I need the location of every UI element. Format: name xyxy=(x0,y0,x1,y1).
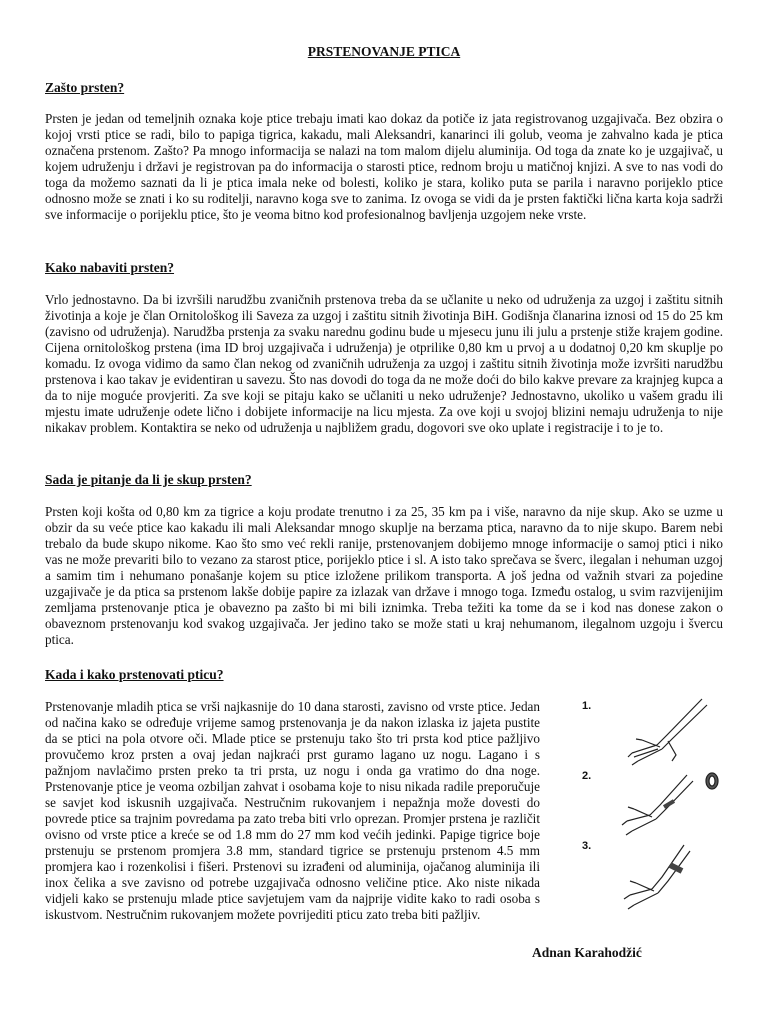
section-heading-how-to-get: Kako nabaviti prsten? xyxy=(45,260,175,275)
step-number-1: 1. xyxy=(582,700,592,712)
ringing-steps-icon xyxy=(572,695,732,935)
step-number-3: 3. xyxy=(582,840,592,852)
bird-leg-ringing-illustration xyxy=(572,695,732,935)
leg-step-2-icon xyxy=(622,773,718,835)
step-number-2: 2. xyxy=(582,770,592,782)
section-body-how-to-get: Vrlo jednostavno. Da bi izvršili narudžbu zvaničnih prstenova treba da se učlanite u neko od udruženja za uzgoj i zaštitu sitnih životinja a koje je član Ornitološkog ili Saveza za uzgoj i zaštitu sitnih životinja BiH. Godišnja članarina iznosi od 15 do 25 km (zavisno od udruženja). Narudžba prstenja za svaku narednu godinu bude u mjesecu junu ili julu a prstenje stiže krajem godine. Cijena ornitološkog prstena (ima ID broj uzgajivača i udruženja) je otprilike 0,80 km u prvoj a u dodatnoj 0,20 km skuplje po komadu. Iz ovoga vidimo da samo član nekog od zvaničnih udruženja za uzgoj i zaštitu sitnih životinja može izvršiti narudžbu prstenova i kao takav je evidentiran u savezu. Što nas dovodi do toga da ne može doći do bilo kakve prevare za krajnjeg kupca a da to nije moguće provjeriti. Za sve koji se pitaju kako se učlaniti u neko udruženje? Jednostavno, ukoliko u vašem gradu ili mjestu imate udruženje odete lično i dobijete informacije na licu mjesta. Za ove koji u svojoj blizini nemaju udruženja to nije nikakav problem. Kontaktira se neko od udruženja u najbližem gradu, dogovori sve oko uplate i registracije i to je to. xyxy=(45,292,723,435)
page-title: PRSTENOVANJE PTICA xyxy=(307,44,461,59)
leg-step-1-icon xyxy=(628,699,707,765)
leg-step-3-icon xyxy=(624,845,690,909)
author-signature: Adnan Karahodžić xyxy=(532,945,642,960)
section-body-why-ring: Prsten je jedan od temeljnih oznaka koje ptice trebaju imati kao dokaz da potiče iz jata registrovanog uzgajivača. Bez obzira o kojoj vrsti ptice se radi, bilo to papiga tigrica, kakadu, mali Aleksandri, kanarinci ili golub, veoma je zahvalno kada je ptica označena prstenom. Zašto? Pa mnogo informacija se nalazi na tom malom dijelu aluminija. Od toga da znate ko je uzgajivač, u kojem udruženju i državi je registrovan pa do informacija o starosti ptice, rednom broju u matičnoj knjizi. A sve to nas vodi do toga da možemo saznati da li je ptica imala neke od bolesti, koliko je stara, koliko puta se parila i naravno porijeklo ptice odnosno može se znati i ko su roditelji, naravno koga sve to zanima. Iz ovoga se vidi da je prsten faktički lična karta koja sadrži sve informacije o porijeklu ptice, što je veoma bitno kod profesionalnog bavljenja uzgojem neke vrste. xyxy=(45,111,723,222)
section-heading-why-ring: Zašto prsten? xyxy=(45,80,125,95)
section-heading-when-how: Kada i kako prstenovati pticu? xyxy=(45,667,224,682)
section-heading-is-it-expensive: Sada je pitanje da li je skup prsten? xyxy=(45,472,252,487)
section-body-is-it-expensive: Prsten koji košta od 0,80 km za tigrice a koju prodate trenutno i za 25, 35 km pa i više, naravno da nije skup. Ako se uzme u obzir da su veće ptice kao kakadu ili mali Aleksandar mnogo skuplje na berzama ptica, naravno da to nije skupo. Barem nebi trebalo da bude skupo nikome. Kao što smo već rekli ranije, prstenovanjem dobijemo mnoge informacije o samoj ptici i niko vas ne može prevariti bilo to vezano za starost ptice, porijeklo ptice i sl. A isto tako sprečava se šverc, ilegalan i nehuman uzgoj a samim tim i nehumano ponašanje kojem su ptice izložene prilikom transporta. A još jedna od važnih stvari za pojedine uzgajivače je da ptica sa prstenom lakše dobije papire za izlazak van države i mnogo toga. Između ostalog, u svim razvijenijim zemljama prstenovanje ptica je obavezno pa zašto bi mi bili iznimka. Treba težiti ka tome da se i kod nas donese zakon o obaveznom prstenovanju kod svakog uzgajivača. Jer jedino tako se može stati u kraj nehumanom, ilegalnom uzgoju i švercu ptica. xyxy=(45,504,723,647)
section-body-when-how: Prstenovanje mladih ptica se vrši najkasnije do 10 dana starosti, zavisno od vrste ptice. Jedan od načina kako se određuje vrijeme samog prstenovanja je da nakon izlaska iz jajeta pustite da se ptici na pola otvore oči. Mlade ptice se prstenuju tako što tri prsta kod ptice pažljivo provučemo kroz prsten a ovaj jedan najkraći prst guramo lagano uz nogu. Lagano i s pažnjom navlačimo prsten preko ta tri prsta, uz nogu i onda ga vratimo do dna noge. Prstenovanje ptice je veoma ozbiljan zahvat i osobama koje to nisu nikada radile preporučuje se savjet kod iskusnih uzgajivača. Nestručnim rukovanjem i nepažnja može dovesti do povrede ptice sa trajnim povredama pa zato treba biti vrlo oprezan. Promjer prstena je različit ovisno od vrste ptice a kreće se od 1.8 mm do 27 mm kod većih jedinki. Papige tigrice boje prstenuju se prstenom promjera 3.8 mm, standard tigrice se prstenuju prstenom 4.5 mm promjera kao i rozenkolisi i fišeri. Prstenovi su izrađeni od aluminija, ojačanog aluminija ili inox čelika a sve zavisno od potrebe uzgajivača odnosno veličine ptice. Ako niste nikada vidjeli kako se prstenuju mlade ptice savjetujem vam da najprije vidite kako to radi osoba s iskustvom. Nestručnim rukovanjem možete povrijediti pticu zato treba biti pažljiv. xyxy=(45,699,540,922)
